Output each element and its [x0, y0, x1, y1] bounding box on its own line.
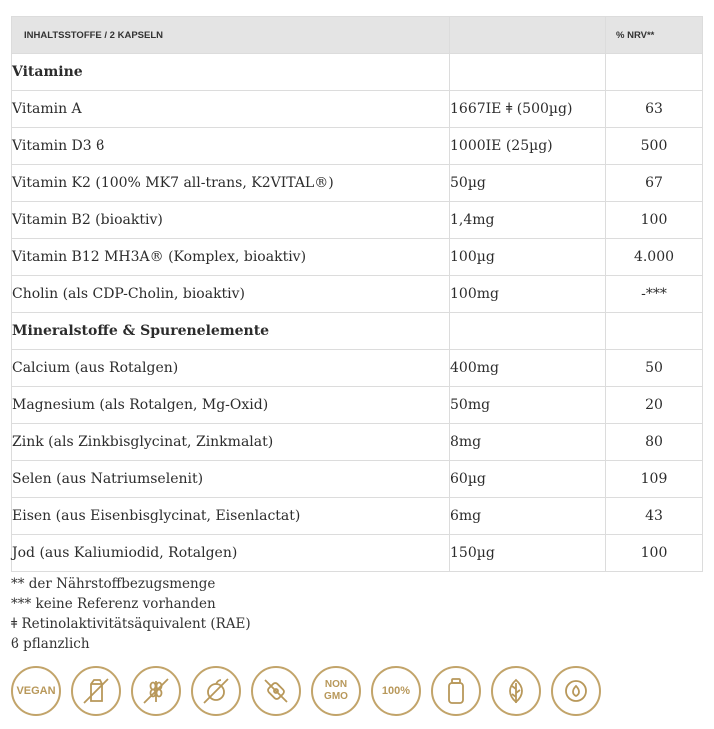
ingredient-nrv: 63 [606, 91, 703, 128]
non-gmo-badge: NON GMO [311, 666, 361, 716]
ingredient-nrv: 500 [606, 128, 703, 165]
ingredient-nrv: 4.000 [606, 239, 703, 276]
no-sugar-icon [191, 666, 241, 716]
ingredient-amount: 6mg [450, 498, 606, 535]
ingredient-amount: 150µg [450, 535, 606, 572]
table-row [12, 350, 703, 387]
ingredient-amount: 100mg [450, 276, 606, 313]
ingredient-nrv: 20 [606, 387, 703, 424]
ingredient-amount: 1000IE (25µg) [450, 128, 606, 165]
ingredient-name: Cholin (als CDP-Cholin, bioaktiv) [12, 276, 450, 313]
footnote-nrv: ** der Nährstoffbezugsmenge [11, 576, 216, 592]
ingredient-nrv: 80 [606, 424, 703, 461]
ingredient-name: Vitamin D3 ϐ [12, 128, 450, 165]
section-title: Vitamine [12, 54, 450, 91]
ingredient-nrv: 100 [606, 202, 703, 239]
ingredient-amount: 50µg [450, 165, 606, 202]
ingredient-amount: 100µg [450, 239, 606, 276]
ingredient-nrv: 50 [606, 350, 703, 387]
table-row [12, 461, 703, 498]
ingredient-amount: 60µg [450, 461, 606, 498]
ingredient-name: Vitamin B12 MH3A® (Komplex, bioaktiv) [12, 239, 450, 276]
ingredient-nrv: 67 [606, 165, 703, 202]
table-row [12, 387, 703, 424]
table-row [12, 535, 703, 572]
ingredient-name: Selen (aus Natriumselenit) [12, 461, 450, 498]
glass-jar-icon [431, 666, 481, 716]
table-row [12, 165, 703, 202]
section-row-vitamine [12, 54, 703, 91]
section-title: Mineralstoffe & Spurenelemente [12, 313, 450, 350]
table-row [12, 91, 703, 128]
table-row [12, 424, 703, 461]
header-ingredients: INHALTSSTOFFE / 2 KAPSELN [12, 17, 450, 54]
ingredient-nrv: -*** [606, 276, 703, 313]
header-amount [450, 17, 606, 54]
ingredient-name: Vitamin K2 (100% MK7 all-trans, K2VITAL®) [12, 165, 450, 202]
ingredient-amount: 50mg [450, 387, 606, 424]
ingredient-amount: 8mg [450, 424, 606, 461]
ingredient-nrv: 100 [606, 535, 703, 572]
section-row-minerals [12, 313, 703, 350]
table-row [12, 202, 703, 239]
ingredient-nrv: 43 [606, 498, 703, 535]
vegan-badge: VEGAN [11, 666, 61, 716]
table-header-row [12, 17, 703, 54]
ingredient-name: Vitamin B2 (bioaktiv) [12, 202, 450, 239]
footnote-no-reference: *** keine Referenz vorhanden [11, 596, 216, 612]
nutrition-table [11, 16, 703, 572]
no-gluten-icon [131, 666, 181, 716]
ingredient-name: Calcium (aus Rotalgen) [12, 350, 450, 387]
ingredient-nrv: 109 [606, 461, 703, 498]
no-gelatin-icon [251, 666, 301, 716]
plant-drop-icon [551, 666, 601, 716]
footnote-plant-based: ϐ pflanzlich [11, 636, 90, 652]
header-nrv: % NRV** [606, 17, 703, 54]
hundred-percent-badge: 100% [371, 666, 421, 716]
footnote-rae: ǂ Retinolaktivitätsäquivalent (RAE) [11, 616, 251, 632]
ingredient-name: Eisen (aus Eisenbisglycinat, Eisenlactat) [12, 498, 450, 535]
table-row [12, 276, 703, 313]
ingredient-name: Magnesium (als Rotalgen, Mg-Oxid) [12, 387, 450, 424]
ingredient-amount: 1667IE ǂ (500µg) [450, 91, 606, 128]
quality-badges [11, 666, 702, 718]
ingredient-amount: 400mg [450, 350, 606, 387]
leaf-icon [491, 666, 541, 716]
no-lactose-icon [71, 666, 121, 716]
ingredient-name: Zink (als Zinkbisglycinat, Zinkmalat) [12, 424, 450, 461]
ingredient-name: Jod (aus Kaliumiodid, Rotalgen) [12, 535, 450, 572]
table-row [12, 128, 703, 165]
ingredient-name: Vitamin A [12, 91, 450, 128]
table-row [12, 239, 703, 276]
footnotes [11, 574, 251, 654]
table-row [12, 498, 703, 535]
ingredient-amount: 1,4mg [450, 202, 606, 239]
